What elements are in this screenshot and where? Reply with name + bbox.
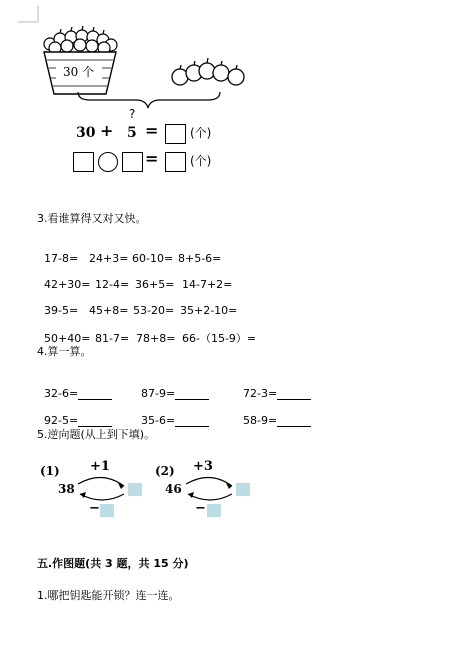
q3-item: 17-8=	[44, 252, 79, 265]
eq2-unit: (个)	[190, 154, 212, 168]
q4-item	[44, 387, 141, 400]
q3-row-1	[37, 239, 221, 265]
q5-item2-answer-box-right[interactable]	[236, 483, 250, 496]
q4-row-1	[37, 374, 311, 400]
q5-item1-op-top: +1	[90, 459, 110, 474]
q4-expression: 32-6=	[44, 387, 79, 400]
eq1-addend-a: 30	[76, 125, 96, 141]
eq1-equals-sign: =	[145, 121, 159, 140]
apples-image	[168, 55, 248, 91]
grouping-brace	[76, 90, 224, 112]
q4-answer-blank[interactable]	[78, 387, 112, 400]
eq1-answer-box[interactable]	[165, 124, 186, 144]
q3-item: 50+40=	[44, 332, 91, 345]
q4-answer-blank[interactable]	[175, 387, 209, 400]
question-mark: ?	[129, 107, 136, 121]
q5-item2-op-bottom: −	[195, 501, 206, 516]
q3-item: 14-7+2=	[182, 278, 233, 291]
basket-of-apples-image	[40, 22, 120, 98]
q3-item: 8+5-6=	[178, 252, 222, 265]
q5-item2-label: (2)	[155, 464, 175, 478]
q4-row-2	[37, 401, 311, 427]
q3-row-4	[37, 317, 256, 346]
page-corner-mark	[18, 6, 40, 26]
q5-item1-answer-box-right[interactable]	[128, 483, 142, 496]
section5-title: 五.作图题(共 3 题，共 15 分)	[37, 557, 189, 570]
q4-item	[243, 387, 311, 400]
eq2-equals-sign: =	[145, 149, 159, 168]
q5-item1-number: 38	[58, 482, 75, 496]
eq1-unit: (个)	[190, 126, 212, 140]
q5-item1-arrows	[74, 472, 130, 506]
q3-item: 35+2-10=	[180, 304, 238, 317]
q3-row-3	[37, 291, 237, 317]
q4-expression: 87-9=	[141, 387, 176, 400]
eq2-box-1[interactable]	[73, 152, 94, 172]
eq2-operator-circle[interactable]	[98, 152, 118, 172]
q4-title: 4.算一算。	[37, 345, 92, 358]
q3-item: 24+3=	[89, 252, 129, 265]
q4-answer-blank[interactable]	[277, 414, 311, 427]
q4-item	[243, 414, 311, 427]
q4-item	[141, 387, 243, 400]
q5-title: 5.逆向题(从上到下填)。	[37, 428, 156, 441]
q4-expression: 72-3=	[243, 387, 278, 400]
q5-item1-op-bottom: −	[89, 501, 100, 516]
q3-item: 12-4=	[95, 278, 130, 291]
q5-item2-answer-box-bottom[interactable]	[207, 504, 221, 517]
q3-row-2	[37, 265, 232, 291]
q4-expression: 92-5=	[44, 414, 79, 427]
q4-item	[44, 414, 141, 427]
q5-item1-label: (1)	[40, 464, 60, 478]
section5-q1-text: 1.哪把钥匙能开锁？连一连。	[37, 589, 180, 602]
q4-expression: 58-9=	[243, 414, 278, 427]
q4-item	[141, 414, 243, 427]
q5-item1-answer-box-bottom[interactable]	[100, 504, 114, 517]
q4-answer-blank[interactable]	[175, 414, 209, 427]
q5-item2-arrows	[182, 472, 238, 506]
q3-item: 78+8=	[136, 332, 176, 345]
q5-item2-number: 46	[165, 482, 182, 496]
q3-item: 81-7=	[95, 332, 130, 345]
q4-answer-blank[interactable]	[78, 414, 112, 427]
q3-item: 53-20=	[133, 304, 175, 317]
eq1-plus-sign: +	[100, 121, 114, 140]
q3-item: 60-10=	[132, 252, 174, 265]
basket-label: 30 个	[63, 65, 95, 79]
eq2-answer-box[interactable]	[165, 152, 186, 172]
q3-title: 3.看谁算得又对又快。	[37, 212, 147, 225]
q3-item: 39-5=	[44, 304, 79, 317]
q3-item: 66-（15-9）=	[182, 332, 257, 345]
q3-item: 36+5=	[135, 278, 175, 291]
q4-answer-blank[interactable]	[277, 387, 311, 400]
eq2-box-2[interactable]	[122, 152, 143, 172]
q4-expression: 35-6=	[141, 414, 176, 427]
q3-item: 42+30=	[44, 278, 91, 291]
eq1-addend-b: 5	[127, 125, 137, 141]
q5-item2-op-top: +3	[193, 459, 213, 474]
q3-item: 45+8=	[89, 304, 129, 317]
